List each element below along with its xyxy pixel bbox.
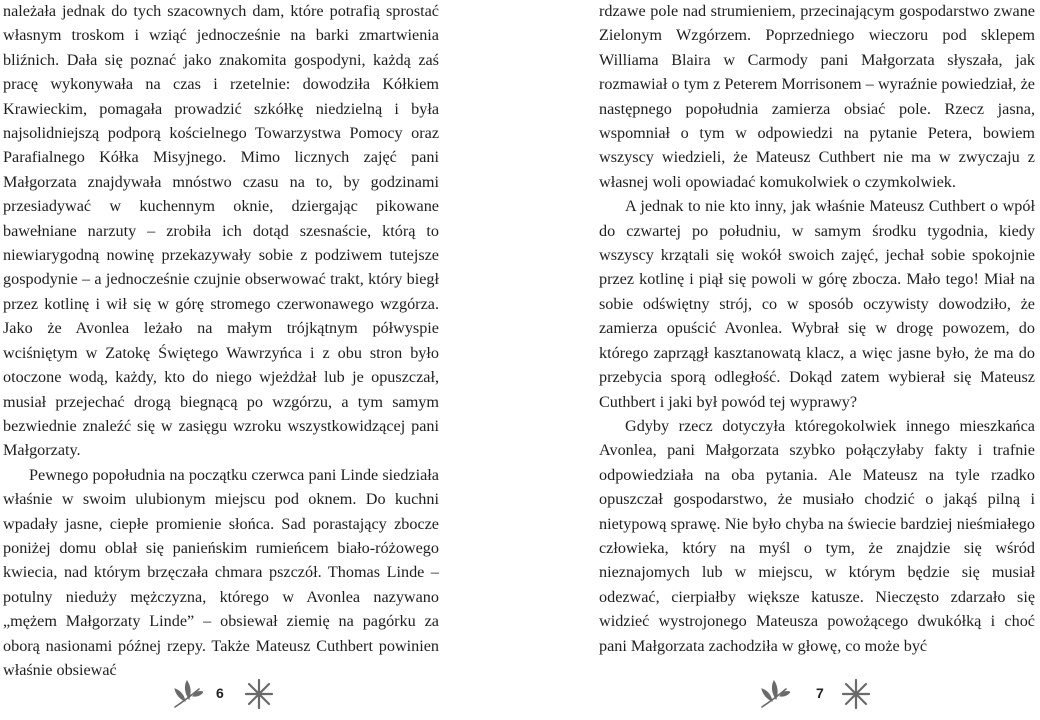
paragraph: Pewnego popołudnia na początku czerwca pani Linde siedziała właśnie w swoim ulubionym miejscu pod oknem. Do kuchni wpadały jasne, ciepłe promienie słońca. Sad porastający zbocze poniżej domu oblał się panieńskim rumieńcem biało-różowego kwiecia, nad którym brzęczała chmara pszczół. Thomas Linde – potulny nieduży mężczyzna, którego w Avonlea nazywano „mężem Małgorzaty Linde” – obsiewał ziemię na pagórku za oborą nasionami późnej rzepy. Także Mateusz Cuthbert powinien właśnie obsiewać xyxy=(3,465,439,679)
leaf-ornament-icon xyxy=(173,677,203,711)
page-number: 7 xyxy=(816,685,824,701)
right-page-text xyxy=(599,0,1035,658)
paragraph: Gdyby rzecz dotyczyła któregokolwiek innego mieszkańca Avonlea, pani Małgorzata szybko połączyłaby fakty i trafnie odpowiedziała na oba pytania. Ale Mateusz na tyle rzadko opuszczał gospodarstwo, że musiało chodzić o jakąś pilną i nietypową sprawę. Nie było chyba na świecie bardziej nieśmiałego człowieka, który na myśl o tym, że znajdzie się wśród nieznajomych lub w miejscu, w którym będzie się musiał odezwać, cierpiałby większe katusze. Nieczęsto zdarzało się widzieć wystrojonego Mateusza powożącego dwukółką i choć pani Małgorzata zachodziła w głowę, co może być xyxy=(599,416,1035,655)
star-flower-ornament-icon xyxy=(243,677,275,711)
page-footer xyxy=(760,677,960,713)
page-number: 6 xyxy=(216,685,224,701)
paragraph: A jednak to nie kto inny, jak właśnie Mateusz Cuthbert o wpół do czwartej po południu, w samym środku tygodnia, kiedy wszyscy krzątali się wokół swoich zajęć, jechał sobie spokojnie przez kotlinę i piął się powoli w górę zbocza. Mało tego! Miał na sobie odświętny strój, co w sposób oczywisty dowodziło, że zamierza opuścić Avonlea. Wybrał się w drogę powozem, do którego zaprzągł kasztanowatą klacz, a więc jasne było, że ma do przebycia sporą odległość. Dokąd zatem wybierał się Mateusz Cuthbert i jaki był powód tej wyprawy? xyxy=(599,197,1035,411)
leaf-ornament-icon xyxy=(760,677,790,711)
page-footer xyxy=(165,677,365,713)
left-page-text xyxy=(3,0,439,682)
paragraph: należała jednak do tych szacownych dam, które potrafią sprostać własnym troskom i wziąć jednocześnie na barki zmartwienia bliźnich. Dała się poznać jako znakomita gospodyni, każdą zaś pracę wykonywała na czas i rzetelnie: dowodziła Kółkiem Krawieckim, pomagała prowadzić szkółkę niedzielną i była najsolidniejszą podporą kościelnego Towarzystwa Pomocy oraz Parafialnego Kółka Misyjnego. Mimo licznych zajęć pani Małgorzata znajdywała mnóstwo czasu na to, by godzinami przesiadywać w kuchennym oknie, dziergając pikowane bawełniane narzuty – zrobiła ich dotąd szesnaście, którą to niewiarygodną nowinę przekazywały sobie z podziwem tutejsze gospodynie – a jednocześnie czujnie obserwować trakt, który biegł przez kotlinę i wił się w górę stromego czerwonawego wzgórza. Jako że Avonlea leżało na małym trójkątnym półwyspie wciśniętym w Zatokę Świętego Wawrzyńca i z obu stron było otoczone wodą, każdy, kto do niego wjeżdżał lub je opuszczał, musiał przejechać drogą biegnącą po wzgórzu, a tym samym bezwiednie znaleźć się w zasięgu wzroku wszystkowidzącej pani Małgorzaty. xyxy=(3,2,439,460)
paragraph: rdzawe pole nad strumieniem, przecinającym gospodarstwo zwane Zielonym Wzgórzem. Poprzedniego wieczoru pod sklepem Williama Blaira w Carmody pani Małgorzata słyszała, jak rozmawiał o tym z Peterem Morrisonem – wyraźnie powiedział, że następnego popołudnia zamierza obsiać pole. Rzecz jasna, wspomniał o tym w odpowiedzi na pytanie Petera, bowiem wszyscy wiedzieli, że Mateusz Cuthbert nie ma w zwyczaju z własnej woli opowiadać komukolwiek o czymkolwiek. xyxy=(599,2,1035,191)
star-flower-ornament-icon xyxy=(840,677,872,711)
right-page xyxy=(520,0,1040,720)
